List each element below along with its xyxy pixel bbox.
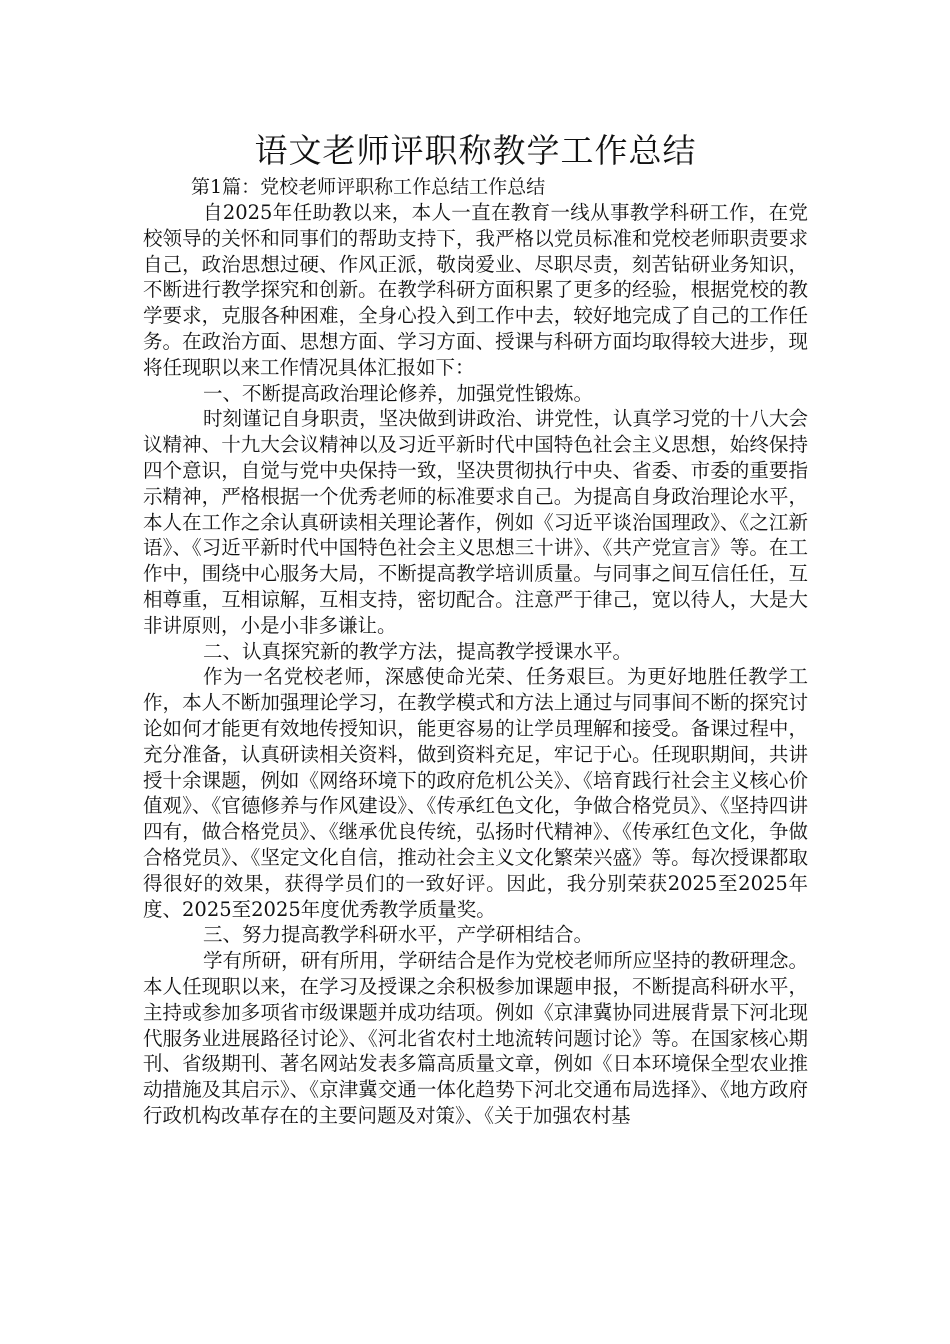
section-heading: 第1篇：党校老师评职称工作总结工作总结 bbox=[191, 176, 546, 198]
paragraph-1: 时刻谨记自身职责，坚决做到讲政治、讲党性，认真学习党的十八大会议精神、十九大会议精神以及习近平新时代中国特色社会主义思想，始终保持四个意识，自觉与党中央保持一致，坚决贯彻执行中央、省委、市委的重要指示精神，严格根据一个优秀老师的标准要求自己。为提高自身政治理论水平，本人在工作之余认真研读相关理论著作，例如《习近平谈治国理政》、《之江新语》、《习近平新时代中国特色社会主义思想三十讲》、《共产党宣言》等。在工作中，围绕中心服务大局，不断提高教学培训质量。与同事之间互信任任，互相尊重，互相谅解，互相支持，密切配合。注意严于律己，宽以待人，大是大非讲原则，小是小非多谦让。 bbox=[143, 407, 808, 637]
paragraph-3: 学有所研，研有所用，学研结合是作为党校老师所应坚持的教研理念。本人任现职以来，在学习及授课之余积极参加课题申报，不断提高科研水平，主持或参加多项省市级课题并成功结项。例如《京津冀协同进展背景下河北现代服务业进展路径讨论》、《河北省农村土地流转问题讨论》等。在国家核心期刊、省级期刊、著名网站发表多篇高质量文章，例如《日本环境保全型农业推动措施及其启示》、《京津冀交通一体化趋势下河北交通布局选择》、《地方政府行政机构改革存在的主要问题及对策》、《关于加强农村基 bbox=[143, 949, 808, 1127]
paragraph-intro: 自2025年任助教以来，本人一直在教育一线从事教学科研工作，在党校领导的关怀和同事们的帮助支持下，我严格以党员标准和党校老师职责要求自己，政治思想过硬、作风正派，敬岗爱业、尽职尽责，刻苦钻研业务知识，不断进行教学探究和创新。在教学科研方面积累了更多的经验，根据党校的教学要求，克服各种困难，全身心投入到工作中去，较好地完成了自己的工作任务。在政治方面、思想方面、学习方面、授课与科研方面均取得较大进步，现将任现职以来工作情况具体汇报如下： bbox=[143, 201, 808, 379]
paragraph-2: 作为一名党校老师，深感使命光荣、任务艰巨。为更好地胜任教学工作，本人不断加强理论学习，在教学模式和方法上通过与同事间不断的探究讨论如何才能更有效地传授知识，能更容易的让学员理解和接受。备课过程中，充分准备，认真研读相关资料，做到资料充足，牢记于心。任现职期间，共讲授十余课题，例如《网络环境下的政府危机公关》、《培育践行社会主义核心价值观》、《官德修养与作风建设》、《传承红色文化，争做合格党员》、《坚持四讲四有，做合格党员》、《继承优良传统，弘扬时代精神》、《传承红色文化，争做合格党员》、《坚定文化自信，推动社会主义文化繁荣兴盛》等。每次授课都取得很好的效果，获得学员们的一致好评。因此，我分别荣获2025至2025年度、2025至2025年度优秀教学质量奖。 bbox=[143, 665, 808, 921]
subheading-3: 三、努力提高教学科研水平，产学研相结合。 bbox=[203, 923, 594, 947]
subheading-1: 一、不断提高政治理论修养，加强党性锻炼。 bbox=[203, 381, 594, 405]
subheading-2: 二、认真探究新的教学方法，提高教学授课水平。 bbox=[203, 639, 633, 663]
document-title: 语文老师评职称教学工作总结 bbox=[254, 131, 697, 170]
document-page bbox=[143, 128, 808, 1129]
